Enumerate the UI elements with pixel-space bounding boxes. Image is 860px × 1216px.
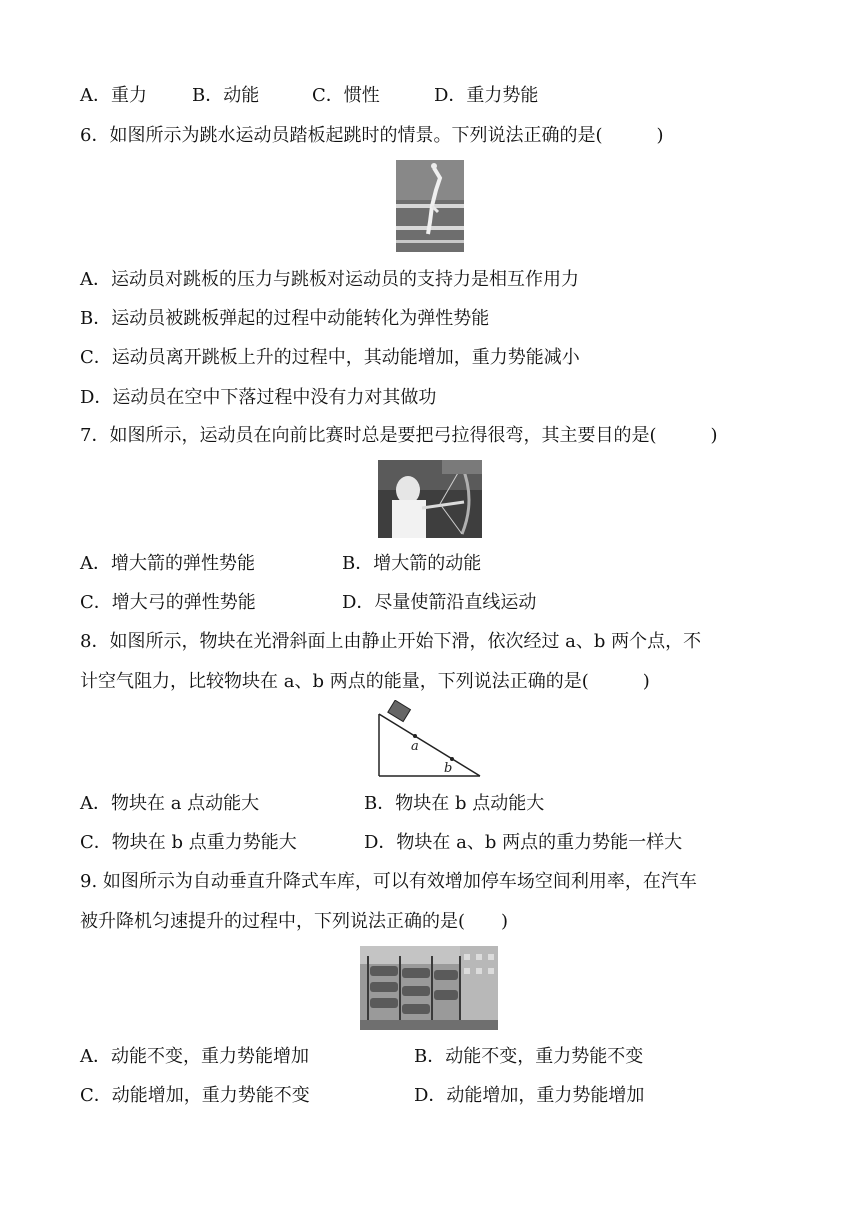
q9-stem-line1: 9. 如图所示为自动垂直升降式车库，可以有效增加停车场空间利用率，在汽车 — [80, 871, 697, 892]
q6-option-c: C．运动员离开跳板上升的过程中，其动能增加，重力势能减小 — [80, 347, 580, 368]
q7-option-a: A．增大箭的弹性势能 — [80, 553, 255, 574]
q6-stem: 6．如图所示为跳水运动员踏板起跳时的情景。下列说法正确的是( ) — [80, 125, 664, 146]
q9-garage-photo — [360, 946, 498, 1030]
q5-option-d: D．重力势能 — [434, 85, 539, 106]
q7-option-c: C．增大弓的弹性势能 — [80, 592, 256, 613]
q6-option-b: B．运动员被跳板弹起的过程中动能转化为弹性势能 — [80, 308, 490, 329]
q9-option-a: A．动能不变，重力势能增加 — [80, 1046, 309, 1067]
q5-option-b: B．动能 — [192, 85, 260, 106]
q6-option-a: A．运动员对跳板的压力与跳板对运动员的支持力是相互作用力 — [80, 269, 579, 290]
q9-option-d: D．动能增加，重力势能增加 — [414, 1085, 645, 1106]
parking-garage-image — [360, 946, 498, 1030]
q8-stem-line2: 计空气阻力，比较物块在 a、b 两点的能量，下列说法正确的是( ) — [80, 671, 650, 692]
q7-archer-photo — [378, 460, 482, 538]
q7-option-b: B．增大箭的动能 — [342, 553, 482, 574]
q5-option-c: C．惯性 — [312, 85, 380, 106]
q8-option-b: B．物块在 b 点动能大 — [364, 793, 545, 814]
q9-option-c: C．动能增加，重力势能不变 — [80, 1085, 310, 1106]
q9-option-b: B．动能不变，重力势能不变 — [414, 1046, 644, 1067]
q6-diver-photo — [396, 160, 464, 252]
q8-option-c: C．物块在 b 点重力势能大 — [80, 832, 297, 853]
q8-option-a: A．物块在 a 点动能大 — [80, 793, 260, 814]
archer-image — [378, 460, 482, 538]
incline-diagram — [372, 700, 488, 782]
q8-stem-line1: 8．如图所示，物块在光滑斜面上由静止开始下滑，依次经过 a、b 两个点，不 — [80, 631, 702, 652]
diver-image — [396, 160, 464, 252]
q7-stem: 7．如图所示，运动员在向前比赛时总是要把弓拉得很弯，其主要目的是( ) — [80, 425, 718, 446]
q8-option-d: D．物块在 a、b 两点的重力势能一样大 — [364, 832, 683, 853]
q7-option-d: D．尽量使箭沿直线运动 — [342, 592, 537, 613]
q6-option-d: D．运动员在空中下落过程中没有力对其做功 — [80, 387, 437, 408]
point-b-label: b — [444, 761, 453, 776]
q8-incline-figure — [372, 700, 488, 782]
q5-option-a: A．重力 — [80, 85, 147, 106]
point-a-label: a — [411, 739, 419, 754]
q9-stem-line2: 被升降机匀速提升的过程中，下列说法正确的是( ) — [80, 911, 509, 932]
